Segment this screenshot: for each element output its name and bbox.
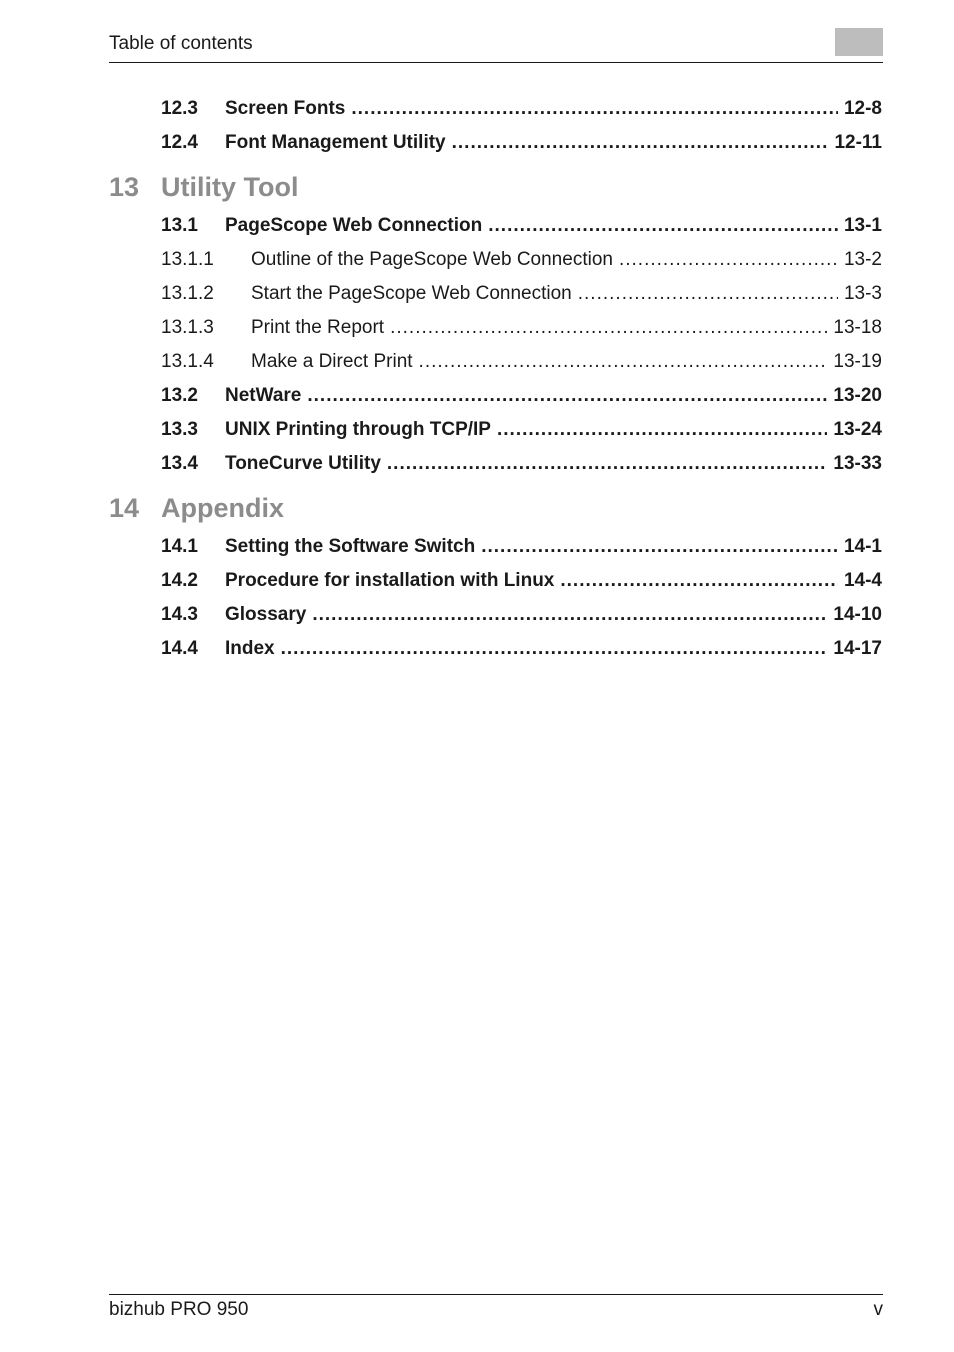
toc-entry-page: 13-20 — [833, 385, 882, 406]
toc-entry-title: Print the Report — [251, 317, 385, 338]
page-footer — [109, 1294, 883, 1320]
toc-entry[interactable] — [109, 530, 882, 564]
toc-entry-number: 13.3 — [161, 419, 198, 440]
toc-entry-title: Index — [225, 638, 275, 659]
toc-entry-page: 13-1 — [843, 215, 882, 236]
header-tab-marker — [835, 28, 883, 56]
toc-entry-number: 14.4 — [161, 638, 198, 659]
toc-entry[interactable] — [109, 311, 882, 345]
toc-entry[interactable] — [109, 209, 882, 243]
toc-entry-title: Procedure for installation with Linux — [225, 570, 555, 591]
chapter-title: Appendix — [161, 493, 285, 523]
footer-product: bizhub PRO 950 — [109, 1299, 249, 1320]
toc-entry-page: 13-18 — [833, 317, 882, 338]
toc-entry-leader — [390, 311, 827, 345]
toc-entry-page: 14-4 — [843, 570, 882, 591]
toc-entry-title: Make a Direct Print — [251, 351, 413, 372]
toc-entry-number: 14.1 — [161, 536, 198, 557]
toc-entry-number: 12.4 — [161, 132, 198, 153]
toc-entry-leader — [281, 632, 828, 666]
toc-entry-page: 12-8 — [843, 98, 882, 119]
toc-entry[interactable] — [109, 632, 882, 666]
table-of-contents — [109, 92, 882, 666]
toc-entry-page: 14-1 — [843, 536, 882, 557]
toc-entry-leader — [560, 564, 838, 598]
toc-entry-title: ToneCurve Utility — [225, 453, 381, 474]
header-divider — [109, 62, 883, 63]
toc-entry-number: 13.1.3 — [161, 317, 214, 338]
toc-entry-leader — [619, 243, 838, 277]
footer-page-number: v — [873, 1299, 883, 1320]
toc-entry-page: 14-17 — [833, 638, 882, 659]
chapter-number: 13 — [109, 172, 140, 202]
toc-entry-number: 13.1 — [161, 215, 198, 236]
toc-pre-entries — [109, 92, 882, 160]
toc-entry-leader — [351, 92, 838, 126]
toc-entry-leader — [497, 413, 827, 447]
toc-entry-number: 13.1.1 — [161, 249, 214, 270]
page-header — [109, 0, 883, 63]
toc-entry-leader — [307, 379, 827, 413]
toc-entry-title: UNIX Printing through TCP/IP — [225, 419, 491, 440]
toc-entry-leader — [452, 126, 829, 160]
toc-entry-number: 12.3 — [161, 98, 198, 119]
toc-entry-page: 12-11 — [834, 132, 882, 153]
toc-entry[interactable] — [109, 598, 882, 632]
toc-entry[interactable] — [109, 277, 882, 311]
toc-entry-title: Outline of the PageScope Web Connection — [251, 249, 613, 270]
toc-entry-leader — [578, 277, 838, 311]
chapter-number: 14 — [109, 493, 140, 523]
toc-entry-page: 14-10 — [833, 604, 882, 625]
toc-entry-title: Glossary — [225, 604, 307, 625]
toc-entry-number: 14.2 — [161, 570, 198, 591]
footer-divider — [109, 1294, 883, 1295]
toc-entry-leader — [419, 345, 828, 379]
chapter-heading[interactable] — [109, 168, 882, 209]
toc-entry[interactable] — [109, 564, 882, 598]
toc-entry[interactable] — [109, 243, 882, 277]
toc-chapter-section — [109, 168, 882, 481]
toc-entry[interactable] — [109, 92, 882, 126]
toc-entry-leader — [481, 530, 838, 564]
toc-entry[interactable] — [109, 413, 882, 447]
toc-entry-title: NetWare — [225, 385, 302, 406]
toc-entry[interactable] — [109, 379, 882, 413]
toc-entry-title: Start the PageScope Web Connection — [251, 283, 572, 304]
toc-entry[interactable] — [109, 447, 882, 481]
toc-entry[interactable] — [109, 126, 882, 160]
chapter-title: Utility Tool — [161, 172, 299, 202]
toc-entry-number: 13.1.4 — [161, 351, 214, 372]
toc-entry-title: Font Management Utility — [225, 132, 446, 153]
toc-entry-title: PageScope Web Connection — [225, 215, 483, 236]
toc-entry-leader — [488, 209, 838, 243]
toc-entry-page: 13-2 — [843, 249, 882, 270]
toc-entry-leader — [387, 447, 828, 481]
header-title: Table of contents — [109, 33, 253, 54]
chapter-heading[interactable] — [109, 489, 882, 530]
toc-chapters — [109, 168, 882, 666]
toc-entry-page: 13-19 — [833, 351, 882, 372]
toc-entry[interactable] — [109, 345, 882, 379]
toc-entry-page: 13-24 — [833, 419, 882, 440]
toc-entry-leader — [312, 598, 827, 632]
toc-entry-page: 13-3 — [843, 283, 882, 304]
toc-entry-number: 13.2 — [161, 385, 198, 406]
toc-entry-number: 14.3 — [161, 604, 198, 625]
toc-entry-page: 13-33 — [833, 453, 882, 474]
toc-entry-title: Screen Fonts — [225, 98, 346, 119]
toc-chapter-section — [109, 489, 882, 666]
toc-entry-number: 13.1.2 — [161, 283, 214, 304]
toc-entry-title: Setting the Software Switch — [225, 536, 476, 557]
toc-entry-number: 13.4 — [161, 453, 198, 474]
